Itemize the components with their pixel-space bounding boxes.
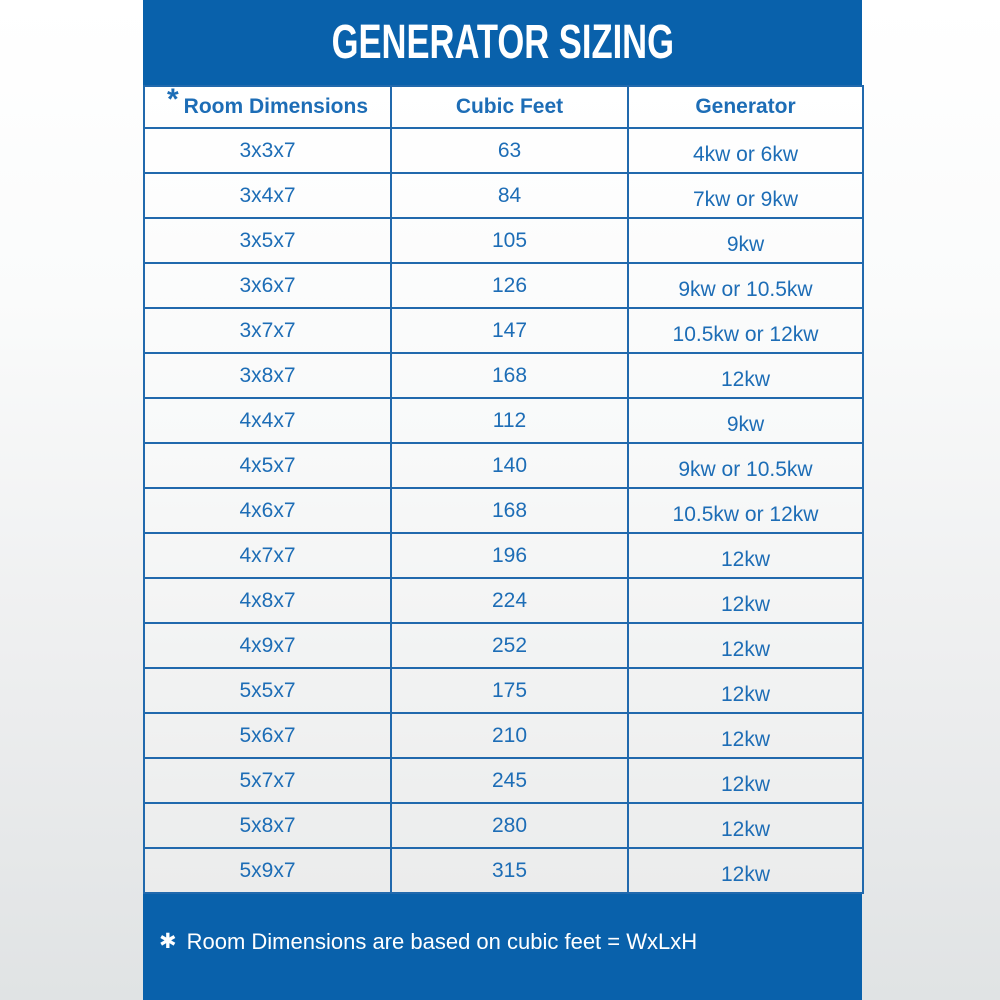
cell-generator: 12kw (628, 627, 863, 672)
cell-generator: 9kw or 10.5kw (628, 267, 863, 312)
asterisk-icon: ✱ (159, 930, 177, 953)
cell-cubic-feet: 84 (391, 173, 628, 218)
cell-generator: 12kw (628, 582, 863, 627)
cell-generator: 12kw (628, 537, 863, 582)
table-row (144, 668, 863, 713)
cell-cubic-feet: 168 (391, 488, 628, 533)
table-row (144, 623, 863, 668)
cell-generator: 12kw (628, 672, 863, 717)
table-row (144, 128, 863, 173)
cell-cubic-feet: 210 (391, 713, 628, 758)
sizing-table (143, 85, 864, 894)
cell-cubic-feet: 196 (391, 533, 628, 578)
cell-cubic-feet: 147 (391, 308, 628, 353)
cell-room-dimensions: 5x7x7 (144, 758, 391, 803)
table-row (144, 308, 863, 353)
cell-cubic-feet: 140 (391, 443, 628, 488)
cell-generator: 9kw (628, 402, 863, 447)
cell-cubic-feet: 63 (391, 128, 628, 173)
col-header-room-dimensions (144, 83, 391, 128)
col-header-cubic-feet: Cubic Feet (391, 86, 628, 128)
cell-generator: 12kw (628, 717, 863, 762)
cell-cubic-feet: 224 (391, 578, 628, 623)
table-row (144, 803, 863, 848)
cell-room-dimensions: 3x6x7 (144, 263, 391, 308)
cell-room-dimensions: 4x6x7 (144, 488, 391, 533)
table-row (144, 488, 863, 533)
page-title: GENERATOR SIZING (331, 16, 674, 69)
cell-room-dimensions: 3x4x7 (144, 173, 391, 218)
table-row (144, 758, 863, 803)
table-row (144, 218, 863, 263)
cell-room-dimensions: 5x9x7 (144, 848, 391, 893)
generator-sizing-poster (143, 0, 862, 1000)
footnote-text: Room Dimensions are based on cubic feet = WxLxH (186, 928, 698, 954)
cell-room-dimensions: 3x5x7 (144, 218, 391, 263)
cell-cubic-feet: 168 (391, 353, 628, 398)
cell-room-dimensions: 5x6x7 (144, 713, 391, 758)
table-body (144, 128, 863, 893)
cell-room-dimensions: 4x5x7 (144, 443, 391, 488)
table-row (144, 263, 863, 308)
asterisk-marker: * (166, 83, 179, 116)
cell-room-dimensions: 4x9x7 (144, 623, 391, 668)
cell-generator: 10.5kw or 12kw (628, 312, 863, 357)
cell-room-dimensions: 3x8x7 (144, 353, 391, 398)
cell-cubic-feet: 126 (391, 263, 628, 308)
table-row (144, 533, 863, 578)
footnote (143, 893, 862, 1000)
table-row (144, 713, 863, 758)
cell-generator: 12kw (628, 762, 863, 807)
cell-room-dimensions: 3x3x7 (144, 128, 391, 173)
cell-room-dimensions: 5x8x7 (144, 803, 391, 848)
cell-generator: 10.5kw or 12kw (628, 492, 863, 537)
cell-room-dimensions: 4x4x7 (144, 398, 391, 443)
cell-generator: 12kw (628, 852, 863, 897)
table-row (144, 398, 863, 443)
cell-cubic-feet: 252 (391, 623, 628, 668)
cell-room-dimensions: 4x8x7 (144, 578, 391, 623)
cell-generator: 9kw or 10.5kw (628, 447, 863, 492)
col-header-room-dimensions-label: Room Dimensions (183, 95, 369, 118)
table-row (144, 848, 863, 893)
title-band (143, 0, 862, 85)
table-row (144, 173, 863, 218)
cell-room-dimensions: 3x7x7 (144, 308, 391, 353)
cell-cubic-feet: 105 (391, 218, 628, 263)
cell-generator: 9kw (628, 222, 863, 267)
cell-generator: 12kw (628, 807, 863, 852)
cell-cubic-feet: 315 (391, 848, 628, 893)
table-row (144, 353, 863, 398)
table-row (144, 443, 863, 488)
cell-room-dimensions: 4x7x7 (144, 533, 391, 578)
col-header-generator: Generator (628, 86, 863, 128)
cell-cubic-feet: 245 (391, 758, 628, 803)
cell-cubic-feet: 280 (391, 803, 628, 848)
cell-cubic-feet: 175 (391, 668, 628, 713)
cell-generator: 4kw or 6kw (628, 132, 863, 177)
cell-generator: 7kw or 9kw (628, 177, 863, 222)
cell-room-dimensions: 5x5x7 (144, 668, 391, 713)
table-row (144, 578, 863, 623)
header-row (144, 86, 863, 128)
cell-generator: 12kw (628, 357, 863, 402)
cell-cubic-feet: 112 (391, 398, 628, 443)
